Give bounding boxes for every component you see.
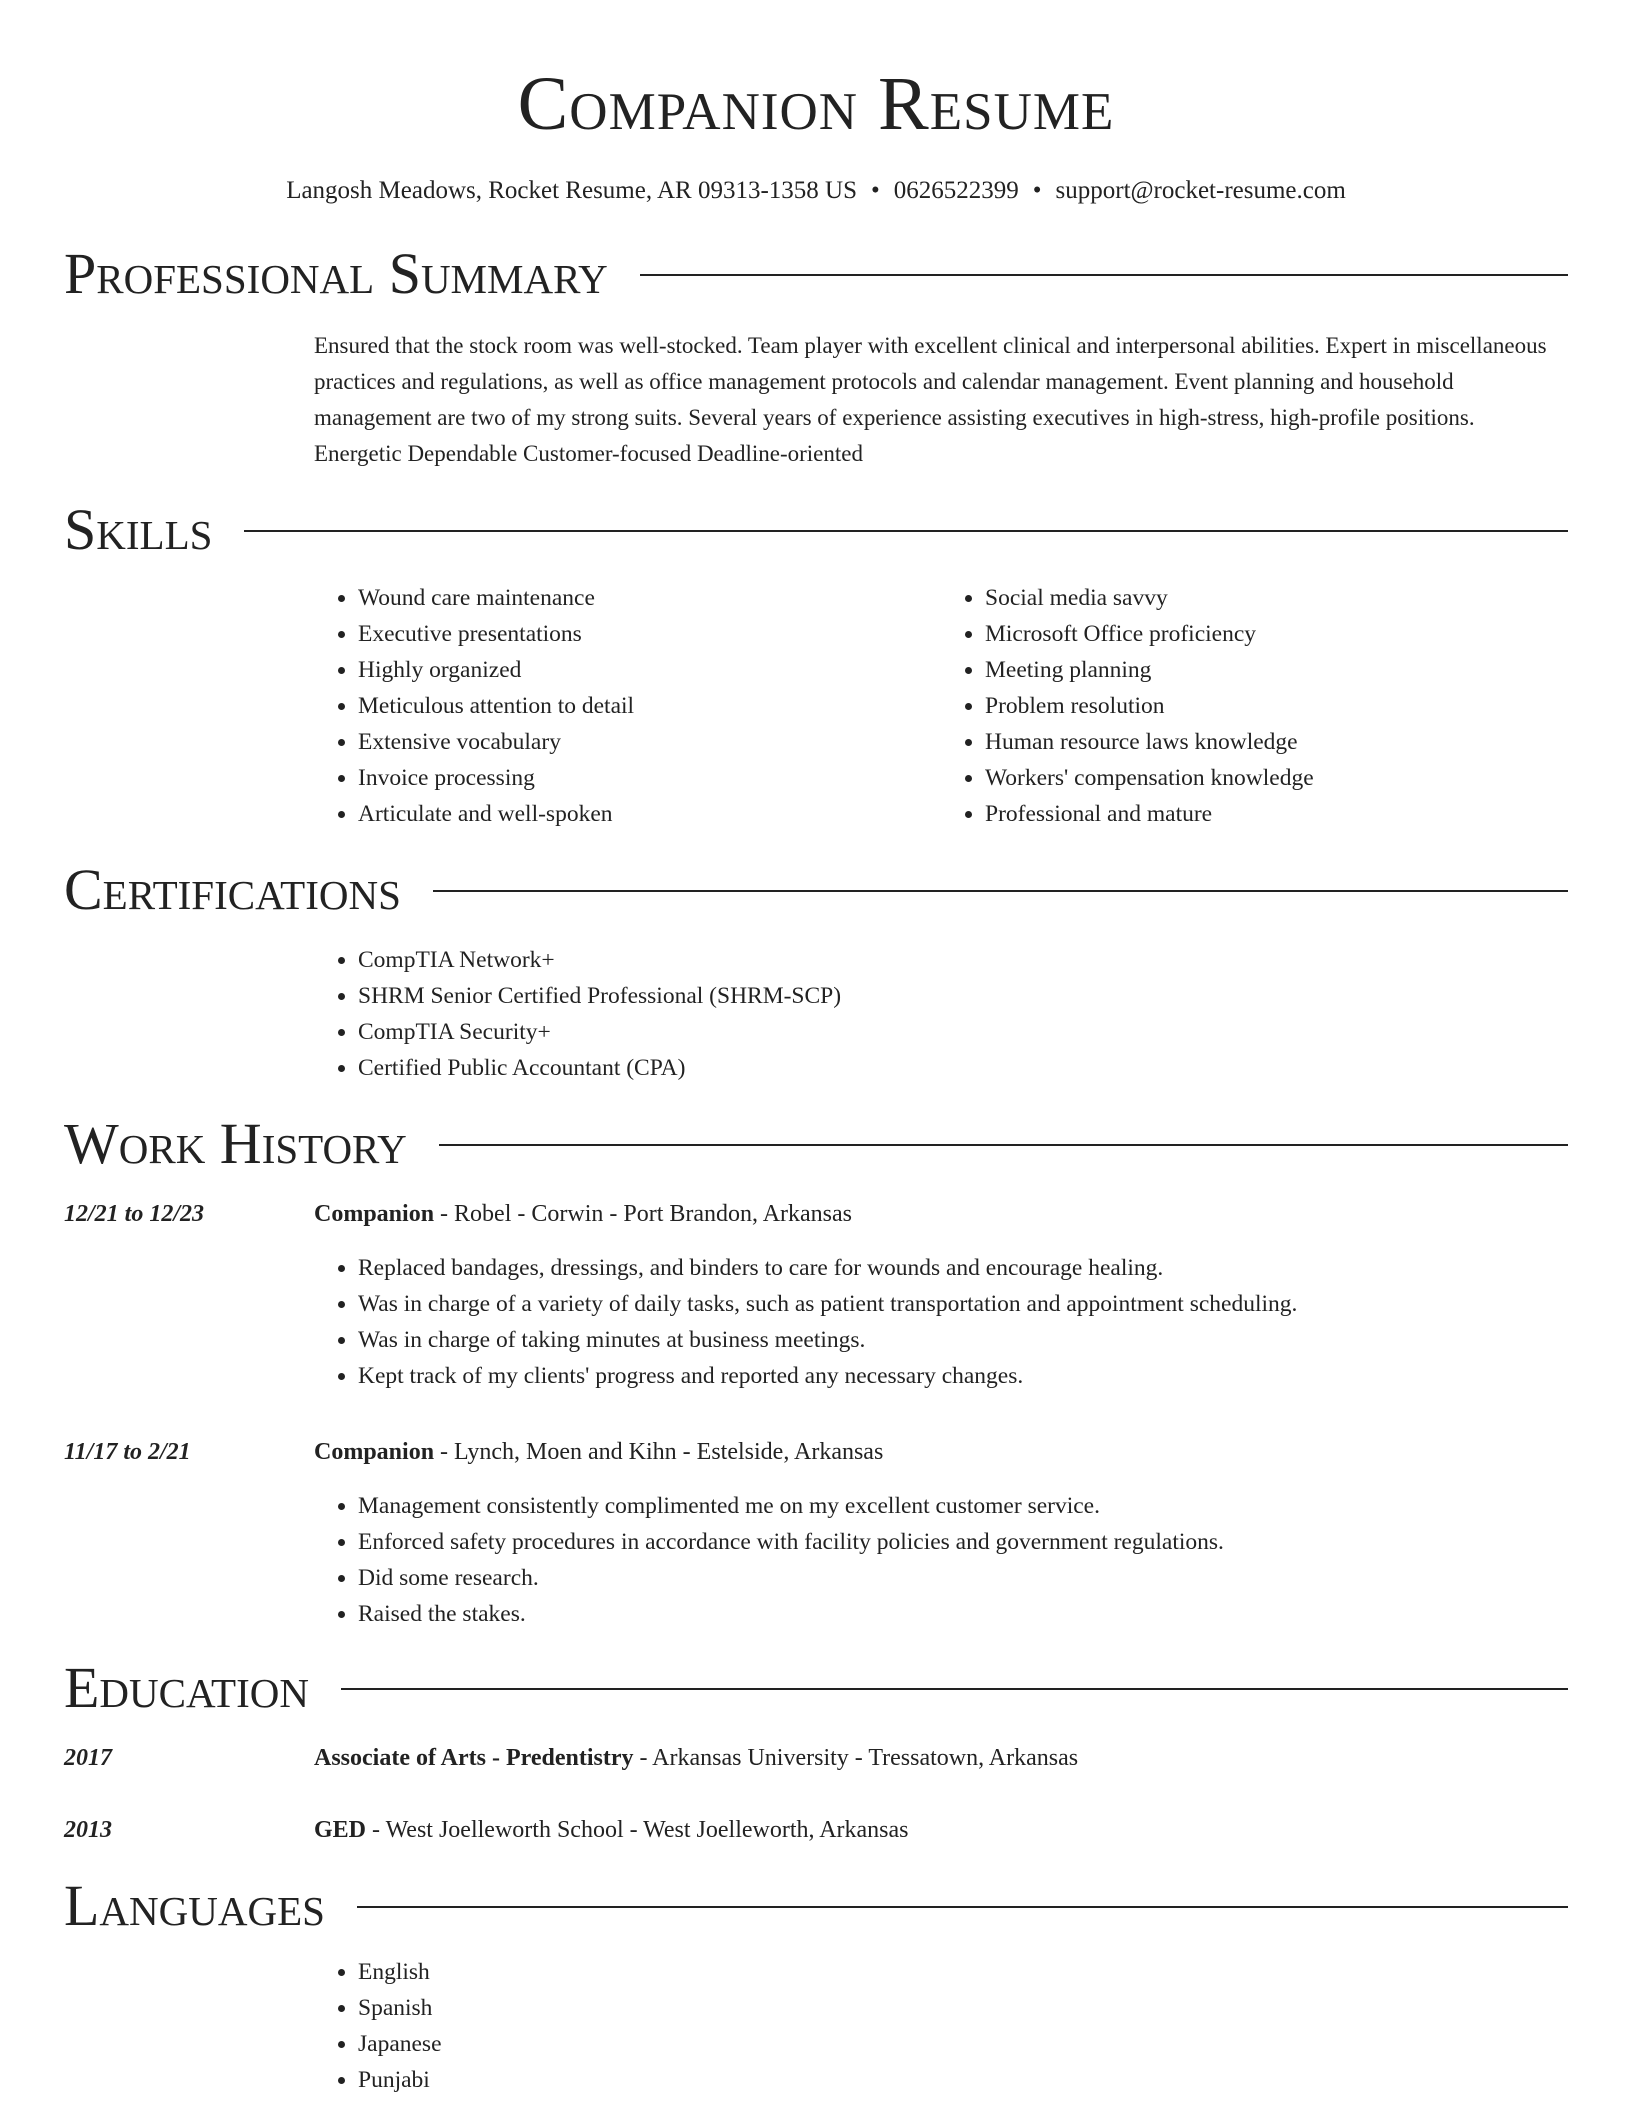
skill-item: • Articulate and well-spoken [358,796,941,832]
job-bullets [314,1250,1568,1394]
job-employer: - Lynch, Moen and Kihn - Estelside, Arkansas [434,1439,884,1465]
section-divider [439,1144,1568,1146]
skill-item: • Extensive vocabulary [358,724,941,760]
job-role: Companion [314,1439,435,1465]
education-year: 2013 [64,1817,112,1843]
skills-section [64,497,1568,832]
job-entry [64,1196,1568,1394]
contact-separator: • [870,177,880,204]
languages-section [64,1873,1568,2098]
skill-item: • Wound care maintenance [358,580,941,616]
job-bullet: • Was in charge of a variety of daily tasks, such as patient transportation and appointment scheduling. [358,1286,1568,1322]
certifications-heading-row [64,857,1568,922]
contact-phone: 0626522399 [893,177,1019,204]
education-school: - West Joelleworth School - West Joelleworth, Arkansas [366,1817,909,1843]
certifications-heading: Certifications [64,857,401,922]
job-bullet: • Enforced safety procedures in accordance with facility policies and government regulations. [358,1524,1568,1560]
education-heading-row [64,1655,1568,1720]
language-item: • Spanish [358,1990,1568,2026]
education-degree: Associate of Arts - Predentistry [314,1745,634,1771]
job-dates: 11/17 to 2/21 [64,1439,191,1465]
language-item: • Japanese [358,2026,1568,2062]
languages-content [314,1954,1568,2098]
certification-item: • SHRM Senior Certified Professional (SHRM-SCP) [358,978,1568,1014]
skills-list-right [941,580,1568,832]
contact-line [64,176,1568,206]
skills-heading: Skills [64,497,213,562]
languages-heading-row [64,1873,1568,1938]
job-employer: - Robel - Corwin - Port Brandon, Arkansas [434,1201,852,1227]
education-year: 2017 [64,1745,112,1771]
certifications-section [64,857,1568,1086]
job-bullets [314,1488,1568,1632]
summary-heading: Professional Summary [64,241,608,306]
education-description [314,1740,1078,1776]
job-bullet: • Did some research. [358,1560,1568,1596]
languages-list [314,1954,1568,2098]
job-description [314,1196,852,1232]
certification-item: • CompTIA Network+ [358,942,1568,978]
section-divider [341,1688,1568,1690]
skill-item: • Meeting planning [985,652,1568,688]
education-entry [64,1740,1568,1776]
education-description [314,1812,909,1848]
skill-item: • Executive presentations [358,616,941,652]
skill-item: • Workers' compensation knowledge [985,760,1568,796]
summary-heading-row [64,241,1568,306]
skills-list-left [314,580,941,832]
work-history-heading-row [64,1111,1568,1176]
skill-item: • Professional and mature [985,796,1568,832]
education-section [64,1655,1568,1848]
skills-columns [314,580,1568,832]
language-item: • English [358,1954,1568,1990]
contact-address: Langosh Meadows, Rocket Resume, AR 09313-1358 US [286,177,857,204]
skills-heading-row [64,497,1568,562]
education-entry [64,1812,1568,1848]
work-history-heading: Work History [64,1111,407,1176]
certifications-content [314,942,1568,1086]
section-divider [433,890,1568,892]
skill-item: • Invoice processing [358,760,941,796]
job-bullet: • Management consistently complimented me on my excellent customer service. [358,1488,1568,1524]
resume-page [64,0,1568,2098]
section-divider [640,274,1568,276]
skill-item: • Microsoft Office proficiency [985,616,1568,652]
education-heading: Education [64,1655,309,1720]
certification-item: • CompTIA Security+ [358,1014,1568,1050]
summary-text: Ensured that the stock room was well-stocked. Team player with excellent clinical and interpersonal abilities. Expert in miscellaneous practices and regulations, as well as office management protocols and calendar management. Event planning and household management are two of my strong suits. Several years of experience assisting executives in high-stress, high-profile positions. Energetic Dependable Customer-focused Deadline-oriented [314,333,1547,466]
job-dates: 12/21 to 12/23 [64,1201,205,1227]
section-divider [357,1906,1568,1908]
job-header [64,1196,1568,1232]
job-header [64,1434,1568,1470]
skill-item: • Highly organized [358,652,941,688]
summary-section [64,241,1568,472]
job-entry [64,1434,1568,1632]
certification-item: • Certified Public Accountant (CPA) [358,1050,1568,1086]
job-description [314,1434,883,1470]
job-bullet: • Replaced bandages, dressings, and binders to care for wounds and encourage healing. [358,1250,1568,1286]
skill-item: • Problem resolution [985,688,1568,724]
education-school: - Arkansas University - Tressatown, Arkansas [633,1745,1079,1771]
certifications-list [314,942,1568,1086]
job-bullet: • Was in charge of taking minutes at business meetings. [358,1322,1568,1358]
work-history-section [64,1111,1568,1632]
section-divider [244,530,1568,532]
job-bullet: • Raised the stakes. [358,1596,1568,1632]
contact-email: support@rocket-resume.com [1055,177,1346,204]
education-degree: GED [314,1817,367,1843]
languages-heading: Languages [64,1873,325,1938]
resume-name: Companion Resume [517,62,1115,146]
job-role: Companion [314,1201,435,1227]
language-item: • Punjabi [358,2062,1568,2098]
skill-item: • Meticulous attention to detail [358,688,941,724]
skill-item: • Human resource laws knowledge [985,724,1568,760]
job-bullet: • Kept track of my clients' progress and reported any necessary changes. [358,1358,1568,1394]
skill-item: • Social media savvy [985,580,1568,616]
contact-separator: • [1032,177,1042,204]
